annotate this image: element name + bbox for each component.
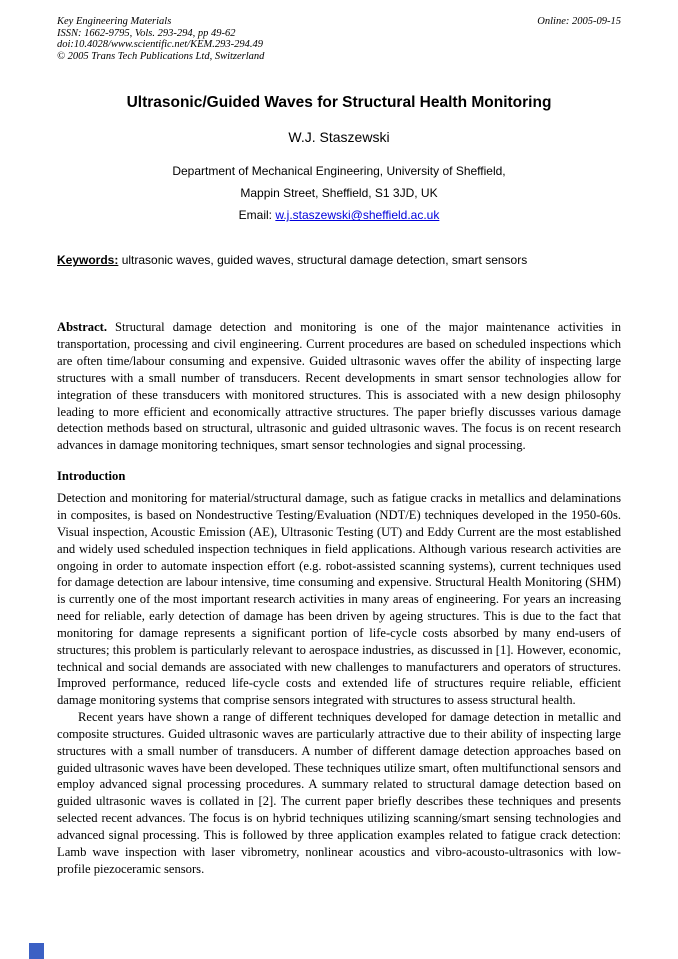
introduction-paragraph-2: Recent years have shown a range of different techniques developed for damage detection in metallic and composite structures. Guided ultrasonic waves are particularly attractive due to their ability of inspecting large structures with a small number of transducers. A number of different damage detection approaches based on guided ultrasonic waves have been developed. These techniques utilize smart, often multifunctional sensors and employ advanced signal processing procedures. A summary related to structural damage detection based on guided ultrasonic waves is collated in [2]. The current paper briefly describes these techniques and presents selected recent advances. The focus is on hybrid techniques utilizing scanning/smart sensing technologies and advanced signal processing. This is followed by three application examples related to fatigue crack detection: Lamb wave inspection with laser vibrometry, nonlinear acoustics and vibro-acousto-ultrasonics with low-profile piezoceramic sensors. xyxy=(57,710,621,876)
author-name: W.J. Staszewski xyxy=(288,129,390,146)
abstract-text: Structural damage detection and monitoring is one of the major maintenance activities in transportation, processing and civil engineering. Current procedures are based on scheduled inspections which are often time/labour consuming and expensive. Guided ultrasonic waves offer the ability of inspecting large structures with a small number of transducers. Recent developments in smart sensor technologies allow for integration of these transducers with monitored structures. This is associated with a new design philosophy leading to more efficient and economically attractive structures. The paper briefly discusses various damage detection methods based on structural, ultrasonic and guided ultrasonic waves. The focus is on recent research advances in damage monitoring techniques, smart sensor technologies and signal processing. xyxy=(57,320,621,453)
abstract-label: Abstract. xyxy=(57,320,108,335)
keywords-label: Keywords: xyxy=(57,253,119,268)
affiliation-line-2: Mappin Street, Sheffield, S1 3JD, UK xyxy=(240,186,438,201)
introduction-paragraph-1: Detection and monitoring for material/structural damage, such as fatigue cracks in metallics and delaminations in composites, is based on Nondestructive Testing/Evaluation (NDT/E) techniques developed in the 1950-60s. Visual inspection, Acoustic Emission (AE), Ultrasonic Testing (UT) and Eddy Current are the most established and widely used scheduled inspection techniques in field applications. Although various research activities are ongoing in order to automate inspection effort (e.g. robot-assisted scanning systems), current techniques used for damage detection are labour intensive, time consuming and expensive. Structural Health Monitoring (SHM) is currently one of the most important research activities in many areas of engineering. For years an increasing need for reliable, early detection of damage has been driven by ageing structures. This is due to the fact that monitoring for damage represents a significant portion of life-cycle costs absorbed by many end-users of structures; this problem is particularly relevant to aerospace industries, as discussed in [1]. However, economic, technical and social demands are associated with new challenges to manufacturers and operators of structures. Improved performance, reduced life-cycle costs and extended life of structures require reliable, efficient damage monitoring systems that comprise sensors integrated with structures to assess structural health. xyxy=(57,491,621,708)
paper-title: Ultrasonic/Guided Waves for Structural Health Monitoring xyxy=(126,94,552,112)
keywords-line xyxy=(57,253,621,268)
journal-name: Key Engineering Materials xyxy=(57,16,172,27)
keywords-text: ultrasonic waves, guided waves, structural damage detection, smart sensors xyxy=(118,253,528,268)
paper-content xyxy=(57,0,621,959)
affiliation-block xyxy=(57,160,621,226)
email-link[interactable]: w.j.staszewski@sheffield.ac.uk xyxy=(275,208,440,223)
section-heading-introduction: Introduction xyxy=(57,469,126,484)
online-date: Online: 2005-09-15 xyxy=(537,16,621,27)
journal-issn: ISSN: 1662-9795, Vols. 293-294, pp 49-62 xyxy=(57,27,236,39)
email-line xyxy=(57,204,621,226)
email-label: Email: xyxy=(238,208,276,223)
journal-doi: doi:10.4028/www.scientific.net/KEM.293-294.49 xyxy=(57,39,263,51)
journal-copyright: © 2005 Trans Tech Publications Ltd, Switzerland xyxy=(57,50,265,62)
abstract-paragraph xyxy=(57,319,621,454)
journal-info xyxy=(57,16,264,62)
affiliation-line-1: Department of Mechanical Engineering, University of Sheffield, xyxy=(172,164,506,179)
next-page-marker xyxy=(29,943,44,959)
journal-header xyxy=(57,16,621,62)
